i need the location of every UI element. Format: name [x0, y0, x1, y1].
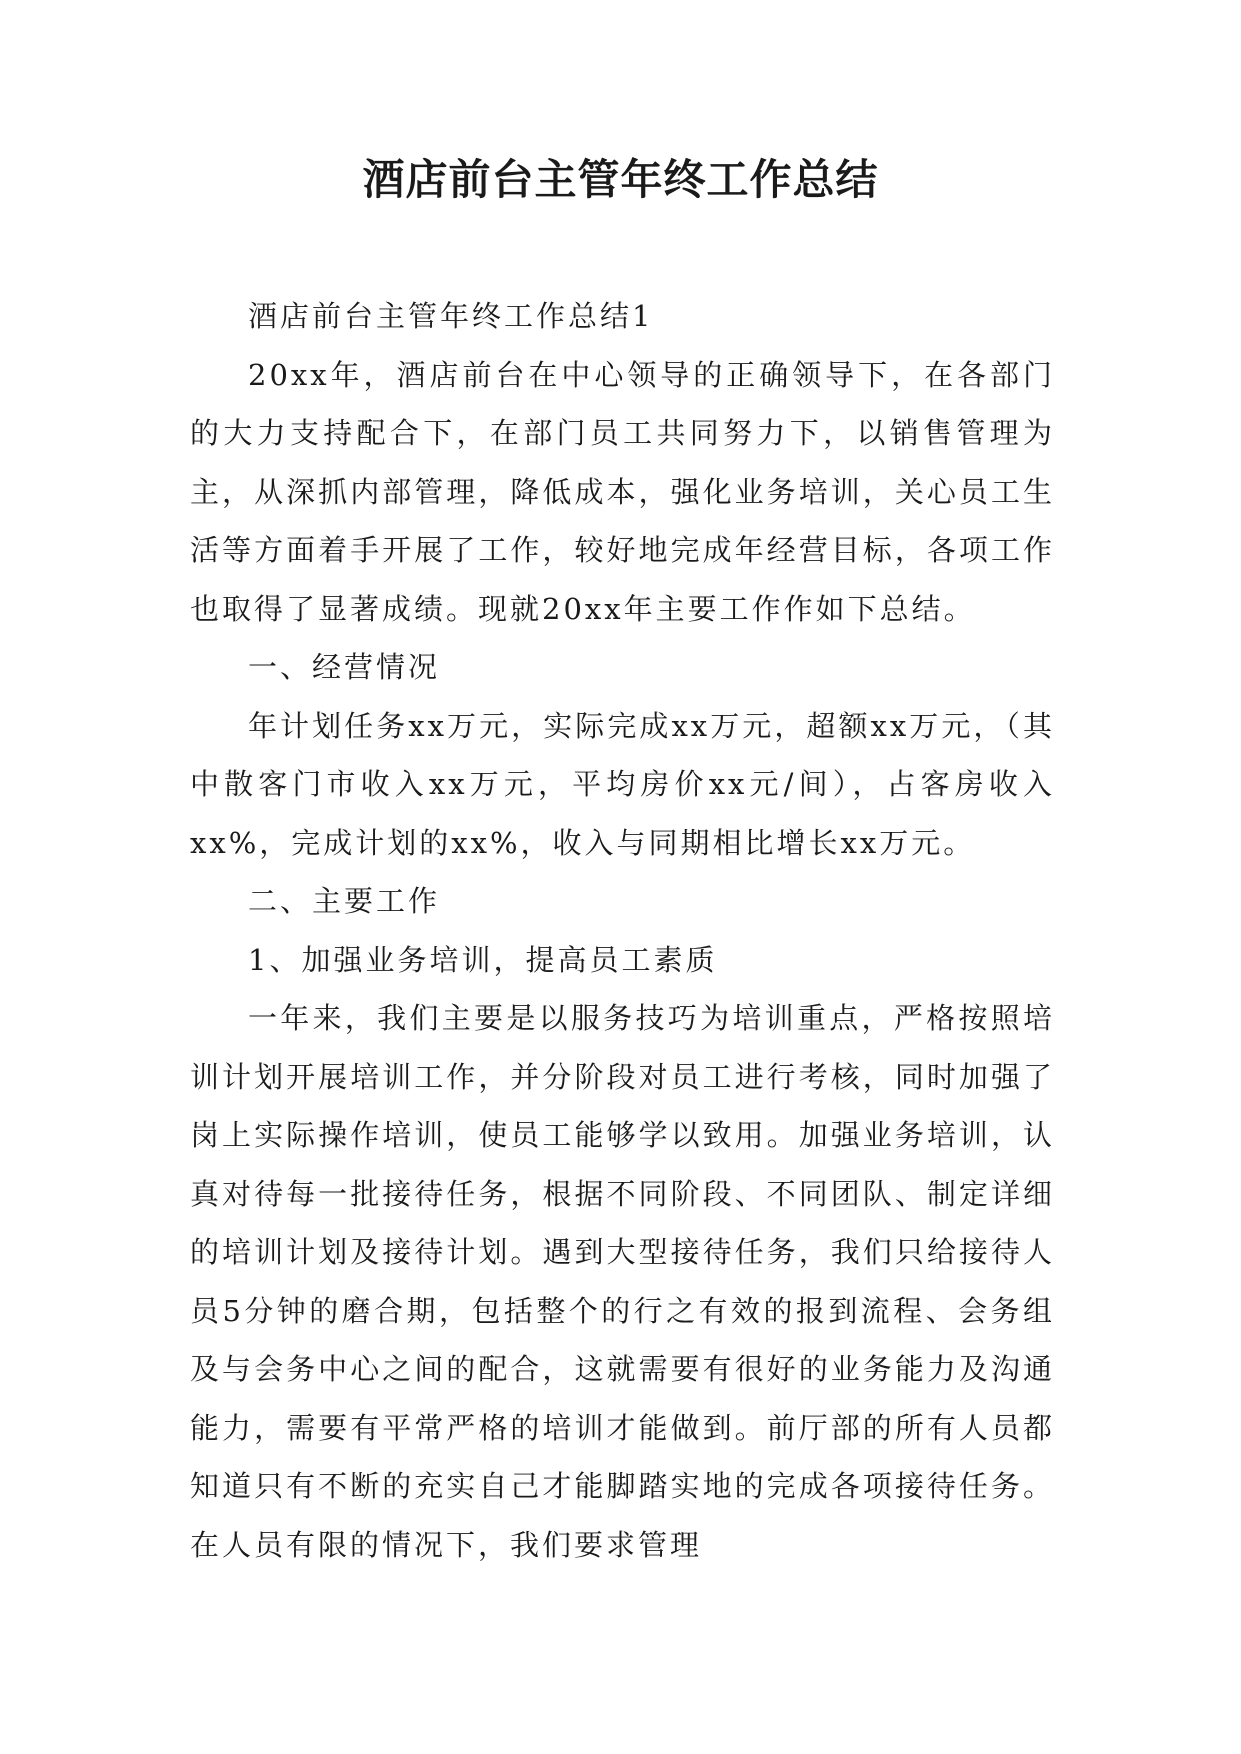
section-heading-main-work: 二、主要工作 [248, 884, 441, 918]
document-body [190, 287, 1055, 1574]
intro-paragraph: 20xx年，酒店前台在中心领导的正确领导下，在各部门的大力支持配合下，在部门员工共同努力下，以销售管理为主，从深抓内部管理，降低成本，强化业务培训，关心员工生活等方面着手开展了工作，较好地完成年经营目标，各项工作也取得了显著成绩。现就20xx年主要工作作如下总结。 [190, 357, 1055, 626]
section-subtitle: 酒店前台主管年终工作总结1 [248, 299, 654, 333]
document-title: 酒店前台主管年终工作总结 [362, 155, 879, 204]
section-heading-operations: 一、经营情况 [248, 650, 441, 684]
training-paragraph: 一年来，我们主要是以服务技巧为培训重点，严格按照培训计划开展培训工作，并分阶段对员工进行考核，同时加强了岗上实际操作培训，使员工能够学以致用。加强业务培训，认真对待每一批接待任务，根据不同阶段、不同团队、制定详细的培训计划及接待计划。遇到大型接待任务，我们只给接待人员5分钟的磨合期，包括整个的行之有效的报到流程、会务组及与会务中心之间的配合，这就需要有很好的业务能力及沟通能力，需要有平常严格的培训才能做到。前厅部的所有人员都知道只有不断的充实自己才能脚踏实地的完成各项接待任务。在人员有限的情况下，我们要求管理 [190, 1001, 1055, 1562]
operations-paragraph: 年计划任务xx万元，实际完成xx万元，超额xx万元，（其中散客门市收入xx万元，平均房价xx元/间），占客房收入xx%，完成计划的xx%，收入与同期相比增长xx万元。 [190, 708, 1055, 860]
subsection-heading-training: 1、加强业务培训，提高员工素质 [248, 942, 718, 977]
